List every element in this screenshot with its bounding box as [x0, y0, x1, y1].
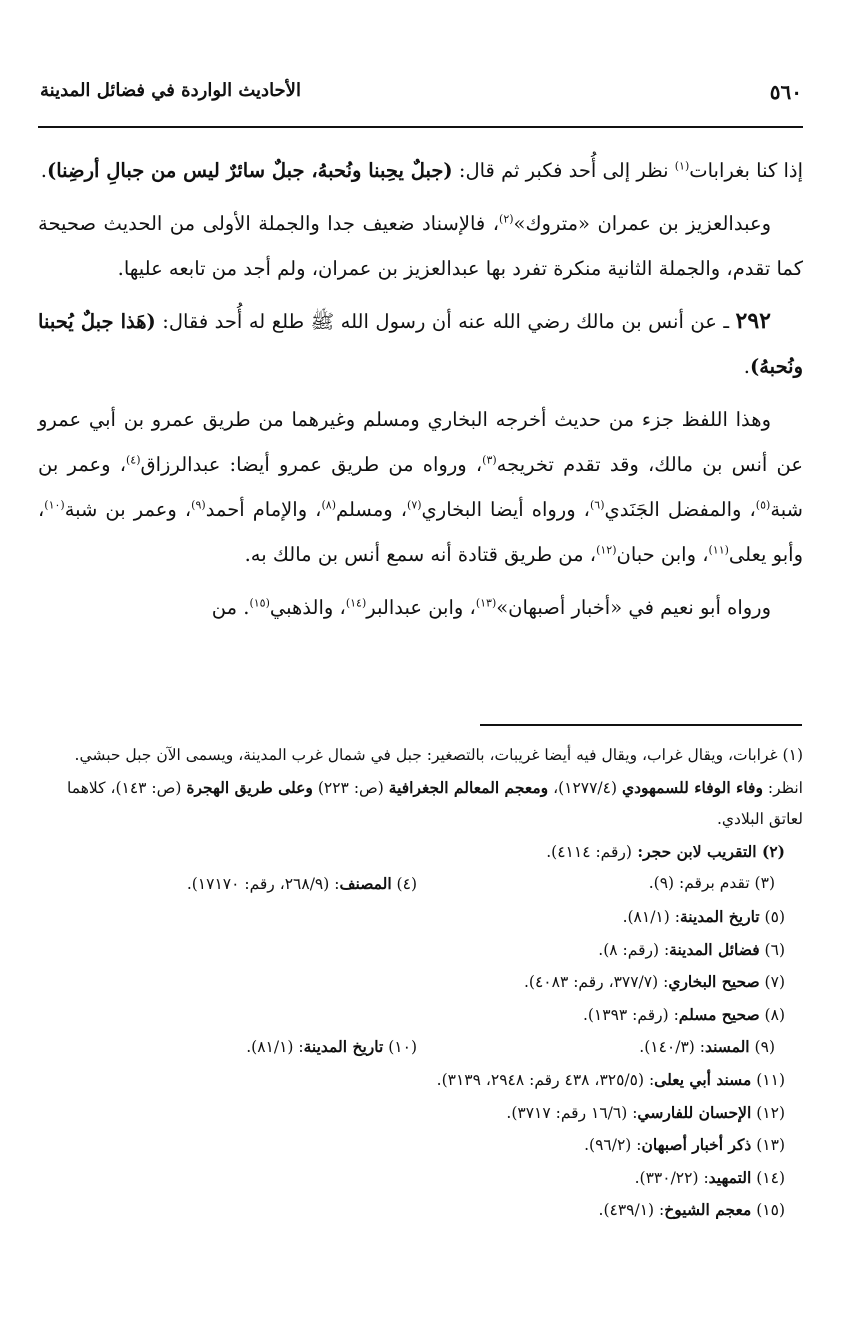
text-run: : (٢٦٨/٩، رقم: ١٧١٧٠). — [186, 875, 340, 894]
source-title: المصنف — [339, 874, 392, 894]
source-title: تاريخ المدينة — [303, 1037, 384, 1057]
source-title: المسند — [704, 1037, 750, 1057]
footnote-ref[interactable]: (٥) — [755, 498, 771, 512]
source-title: التمهيد — [708, 1167, 752, 1187]
footnote-13 — [38, 1129, 803, 1162]
footnote-ref[interactable]: (٢) — [499, 212, 514, 226]
footnote-14 — [38, 1162, 803, 1195]
footnote-9 — [417, 1031, 785, 1064]
source-title: وعلى طريق الهجرة — [186, 777, 313, 797]
footnote-6 — [38, 934, 803, 967]
text-run: . — [743, 355, 750, 378]
text-run: : (١٦/٦ رقم: ٣٧١٧). — [506, 1103, 638, 1122]
source-title: فضائل المدينة — [669, 939, 760, 959]
source-title: ذكر أخبار أصبهان — [641, 1135, 752, 1155]
text-run: وعبدالعزيز بن عمران «متروك» — [513, 212, 771, 235]
text-run: ، ومسلم — [335, 498, 408, 521]
footnote-11 — [38, 1064, 803, 1097]
text-run: نظر إلى أُحد فكبر ثم قال: — [452, 159, 675, 182]
text-run: ، وابن حبان — [616, 543, 709, 566]
footnote-10 — [38, 1031, 417, 1064]
source-title: ومعجم المعالم الجغرافية — [388, 777, 549, 797]
footnote-8 — [38, 999, 803, 1032]
text-run: ، وعمر بن شبة — [38, 453, 803, 521]
paragraph — [38, 201, 803, 291]
source-title: مسند أبي يعلى — [654, 1069, 752, 1089]
footnote-12 — [38, 1097, 803, 1130]
text-run: (رقم: ٤١١٤). — [546, 842, 632, 861]
text-run: (ص: ١٤٣)، كلاهما لعاتق البلادي. — [67, 778, 803, 829]
paragraph — [38, 585, 803, 630]
footnote-15 — [38, 1194, 803, 1227]
source-title: صحيح البخاري — [668, 972, 760, 992]
footnote-ref[interactable]: (٦) — [589, 498, 605, 512]
text-run: (١٤) — [751, 1168, 785, 1187]
source-title: (٢) التقريب لابن حجر: — [631, 841, 785, 861]
text-run: ، وابن عبدالبر — [366, 596, 476, 619]
footnote-row — [38, 1031, 803, 1064]
footnote-ref[interactable]: (١٢) — [596, 543, 617, 557]
footnote-row — [38, 868, 803, 901]
paragraph — [38, 148, 803, 193]
footnote-ref[interactable]: (١٣) — [475, 596, 497, 610]
footnote-ref[interactable]: (٤) — [125, 453, 141, 467]
footnote-2 — [38, 836, 803, 869]
text-run: (٤) — [391, 875, 417, 894]
footnote-rule — [480, 724, 802, 726]
page-number: ٥٦٠ — [769, 80, 802, 104]
footnote-1 — [38, 740, 803, 836]
text-run: (١٠) — [383, 1038, 417, 1057]
hadith-number: ٢٩٢ — [735, 308, 771, 334]
header-rule — [38, 126, 803, 128]
text-run: (٨) — [759, 1005, 785, 1024]
footnote-ref[interactable]: (٣) — [482, 453, 497, 467]
text-run: (ص: ٢٢٣) — [312, 778, 389, 797]
footnotes — [38, 740, 803, 1227]
footnote-ref[interactable]: (١٥) — [249, 596, 270, 610]
text-run: ، ورواه أيضا البخاري — [421, 498, 590, 521]
text-run: ـ عن أنس بن مالك رضي الله عنه أن رسول الله ﷺ طلع له أُحد فقال: — [155, 310, 736, 333]
source-title: الإحسان للفارسي — [637, 1102, 752, 1122]
page-header — [40, 80, 802, 114]
source-title: معجم الشيوخ — [664, 1200, 752, 1220]
hadith-quote: (جبلٌ يحِبنا ونُحبهُ، جبلٌ سائرٌ ليس من جبالِ أرضِنا) — [46, 159, 453, 182]
text-run: (١١) — [751, 1070, 785, 1089]
running-title: الأحاديث الواردة في فضائل المدينة — [40, 80, 301, 101]
text-run: إذا كنا بغرابات — [689, 159, 803, 182]
text-run: (١٣) — [751, 1136, 785, 1155]
text-run: : (٨١/١). — [622, 907, 680, 926]
footnote-ref[interactable]: (٧) — [407, 498, 422, 512]
text-run: : (٤٣٩/١). — [598, 1201, 665, 1220]
text-run: : (٣٧٧/٧، رقم: ٤٠٨٣). — [523, 973, 669, 992]
text-run: ، وأبو يعلى — [38, 498, 803, 566]
main-text — [38, 148, 803, 638]
footnote-ref[interactable]: (١١) — [708, 543, 729, 557]
source-title: وفاء الوفاء للسمهودي — [621, 777, 763, 797]
text-run: : (١٤٠/٣). — [639, 1038, 705, 1057]
text-run: (١٢٧٧/٤)، — [548, 778, 622, 797]
text-run: (٧) — [759, 973, 785, 992]
text-run: وهذا اللفظ جزء من حديث أخرجه البخاري ومسلم وغيرهما من طريق عمرو بن أبي عمرو عن أنس بن مالك، وقد تقدم تخريجه — [38, 408, 803, 476]
text-run: (١) غرابات، ويقال غراب، ويقال فيه أيضا غريبات، بالتصغير: جبل في شمال غرب المدينة، ويسمى الآن جبل حبشي. انظر: — [74, 746, 803, 797]
footnote-ref[interactable]: (٨) — [321, 498, 336, 512]
footnote-4 — [38, 868, 417, 901]
text-run: : (٨١/١). — [246, 1038, 304, 1057]
footnote-5 — [38, 901, 803, 934]
hadith-entry — [38, 299, 803, 389]
hadith-quote: (هَذا جبلٌ يُحبنا ونُحبهُ) — [38, 310, 803, 378]
text-run: (٣) تقدم برقم: (٩). — [648, 874, 775, 893]
text-run: : (رقم: ١٣٩٣). — [582, 1005, 679, 1024]
text-run: : (٣٢٥/٥، ٤٣٨ رقم: ٢٩٤٨، ٣١٣٩). — [436, 1070, 655, 1089]
text-run: ورواه أبو نعيم في «أخبار أصبهان» — [496, 596, 771, 619]
footnote-3 — [417, 868, 785, 901]
text-run: ، فالإسناد ضعيف جدا والجملة الأولى من الحديث صحيحة كما تقدم، والجملة الثانية منكرة تفرد بها عبدالعزيز بن عمران، ولم أجد من تابعه عليها. — [38, 212, 803, 280]
text-run: (١٥) — [751, 1201, 785, 1220]
text-run: : (رقم: ٨). — [598, 940, 670, 959]
text-run: ، من طريق قتادة أنه سمع أنس بن مالك به. — [244, 543, 597, 566]
text-run: : (٩٦/٢). — [584, 1136, 642, 1155]
text-run: ، والمفضل الجَنَدي — [604, 498, 756, 521]
text-run: (٦) — [759, 940, 785, 959]
text-run: . — [40, 159, 47, 182]
footnote-7 — [38, 966, 803, 999]
text-run: ، والإمام أحمد — [205, 498, 322, 521]
text-run: (٩) — [749, 1038, 775, 1057]
paragraph — [38, 397, 803, 577]
text-run: (١٢) — [751, 1103, 785, 1122]
footnote-ref[interactable]: (٩) — [191, 498, 206, 512]
source-title: تاريخ المدينة — [679, 906, 760, 926]
text-run: ، ورواه من طريق عمرو أيضا: عبدالرزاق — [140, 453, 483, 476]
text-run: ، وعمر بن شبة — [64, 498, 192, 521]
footnote-ref[interactable]: (١٤) — [345, 596, 367, 610]
footnote-ref[interactable]: (١٠) — [44, 498, 65, 512]
source-title: صحيح مسلم — [678, 1004, 760, 1024]
text-run: : (٣٣٠/٢٢). — [634, 1168, 709, 1187]
text-run: ، والذهبي — [269, 596, 346, 619]
text-run: . من — [211, 596, 250, 619]
footnote-ref[interactable]: (١) — [674, 159, 690, 173]
text-run: (٥) — [759, 907, 785, 926]
